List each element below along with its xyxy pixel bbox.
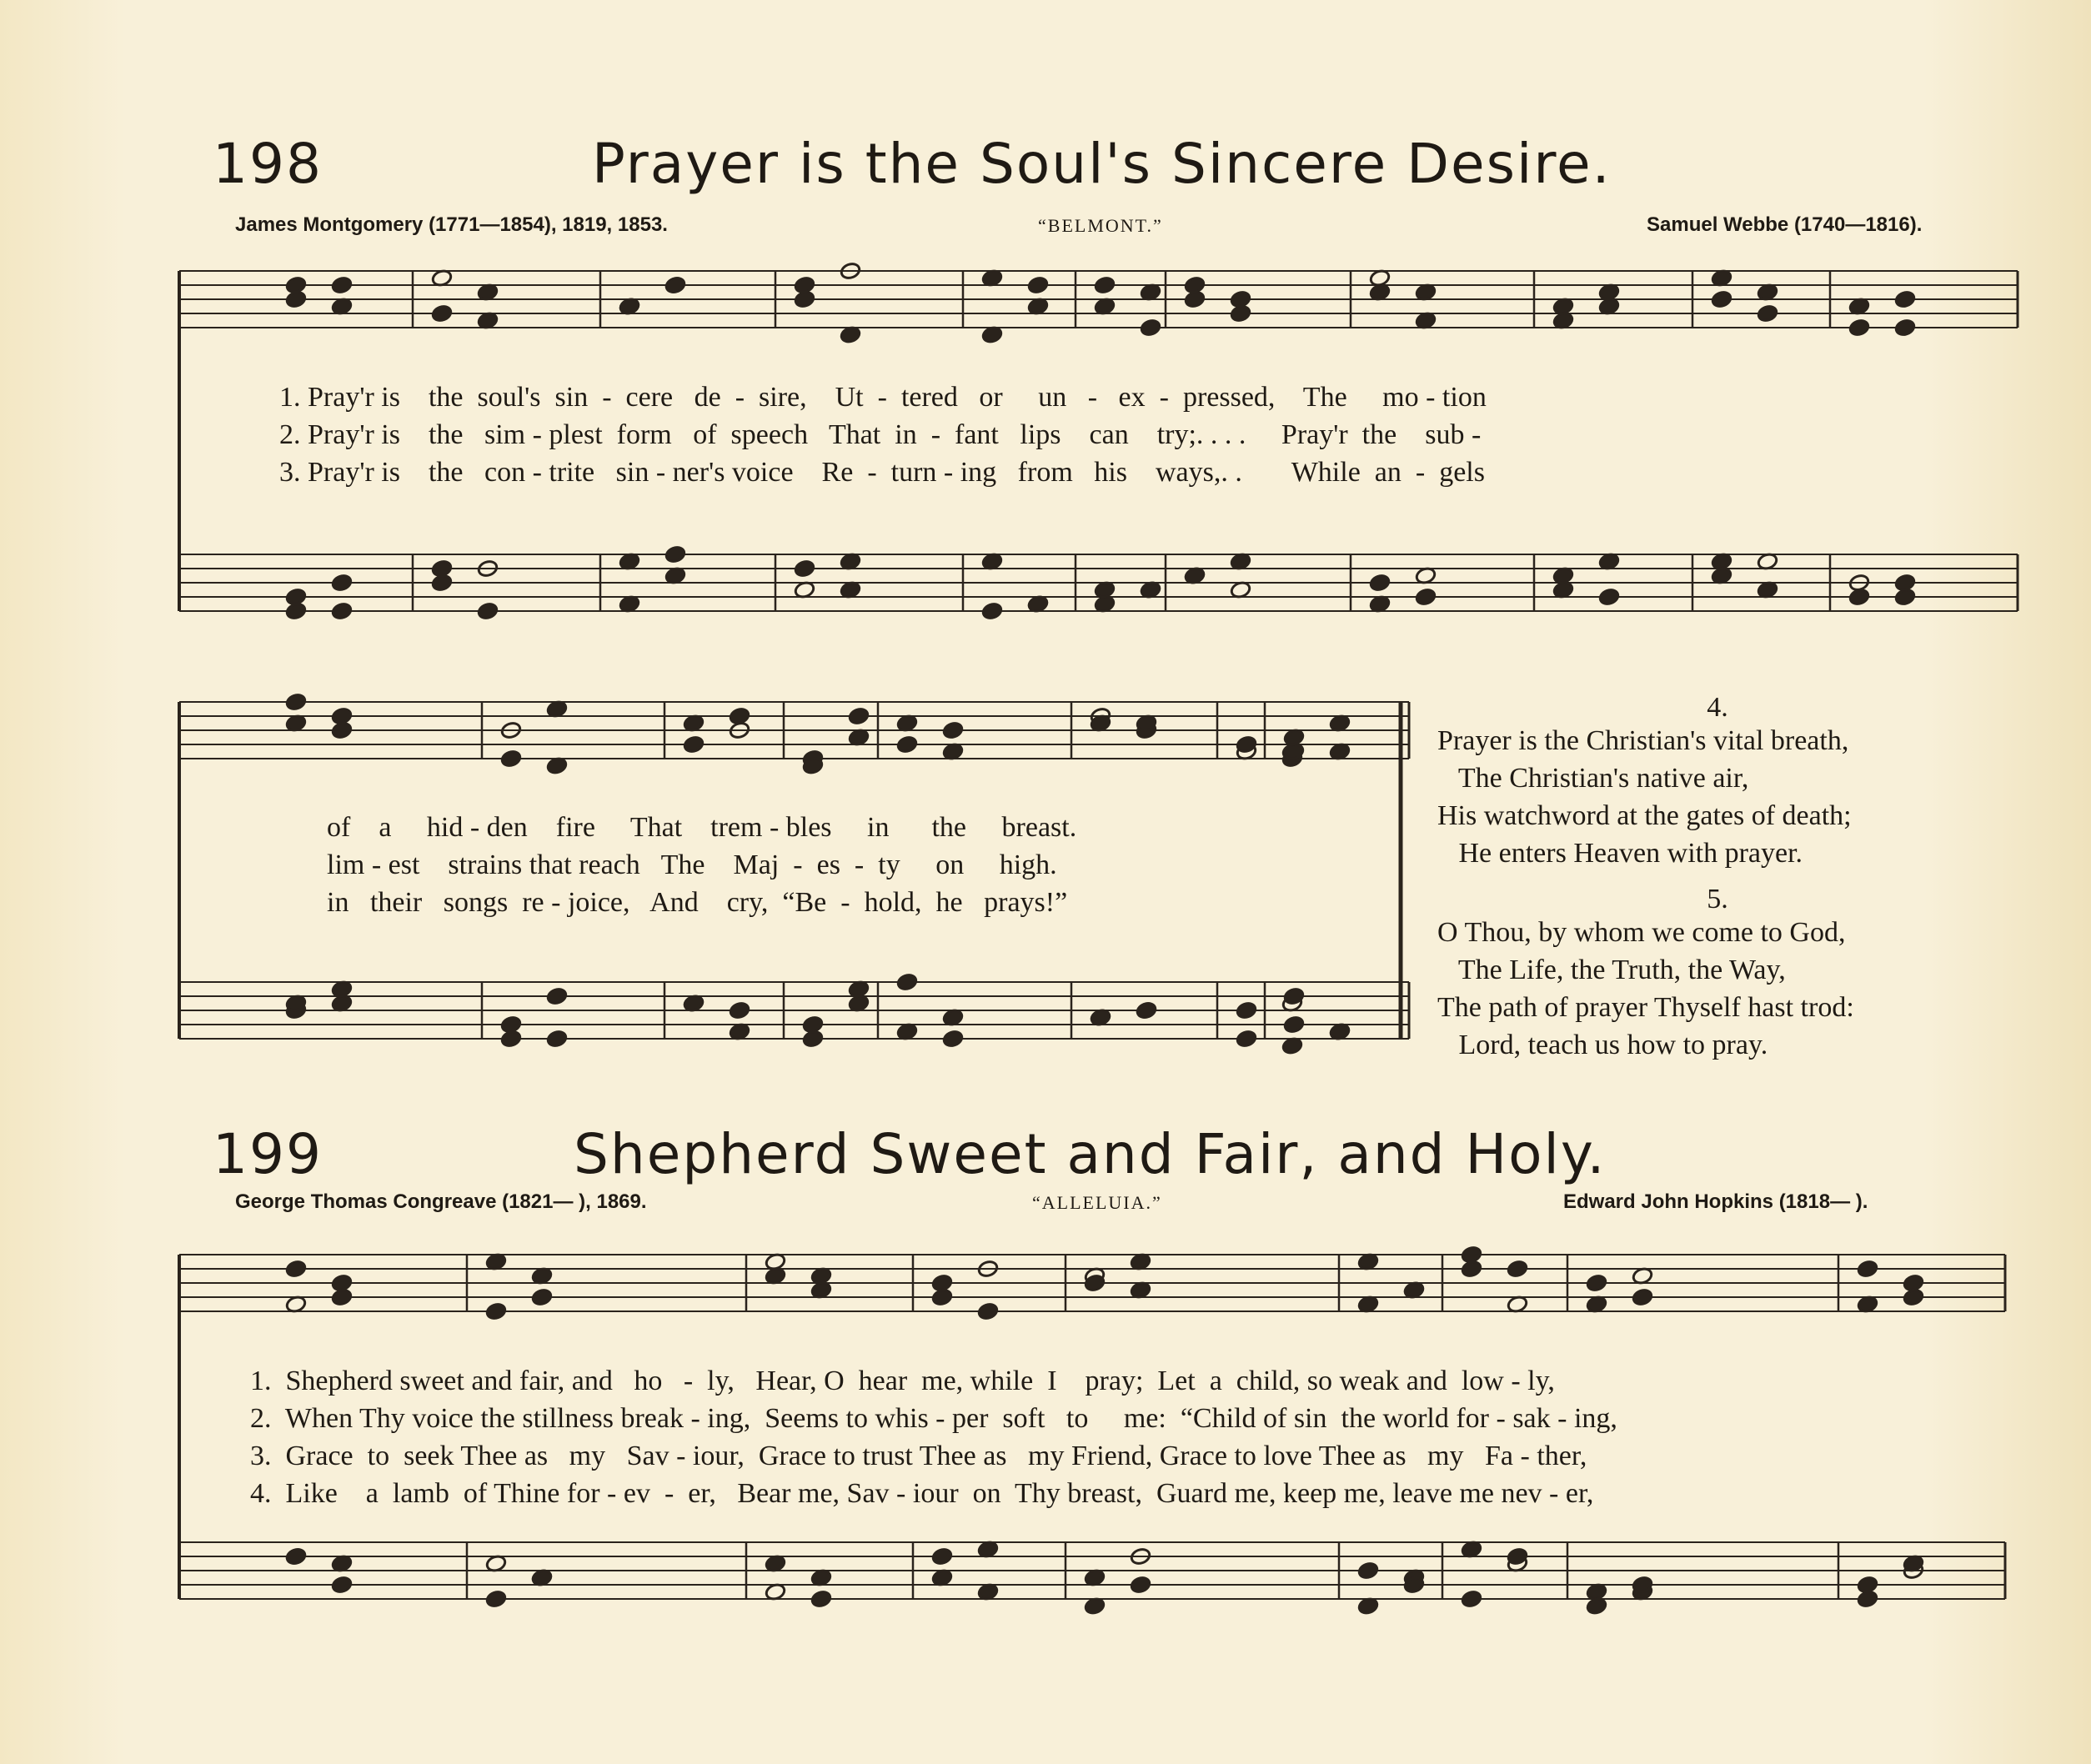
note-head (1848, 588, 1870, 607)
hymn-198-verse-cont-1: of a hid - den fire That trem - bles in the breast. (327, 812, 1077, 843)
note-head (977, 1302, 999, 1321)
note-head (1894, 290, 1916, 309)
note-head (1415, 588, 1437, 607)
hymn-198-verse-cont-2: lim - est strains that reach The Maj - es - ty on high. (327, 849, 1057, 880)
note-head (931, 1288, 953, 1307)
note-head (1848, 318, 1870, 338)
hymn-199-title: Shepherd Sweet and Fair, and Holy. (574, 1122, 1607, 1186)
note-head (485, 1302, 507, 1321)
hymn-198-verse-line-3: 3. Pray'r is the con - trite sin - ner's voice Re - turn - ing from his ways,. . While an - gels (279, 457, 1485, 488)
note-head (331, 602, 353, 621)
note-head (431, 304, 453, 323)
note-head (1894, 318, 1916, 338)
note-head (500, 749, 522, 769)
note-head (1369, 574, 1391, 593)
note-head (729, 1001, 750, 1020)
hymn-198-number: 198 (213, 132, 323, 196)
note-head (942, 721, 964, 740)
note-head (1894, 574, 1916, 593)
note-head (794, 276, 815, 295)
note-head (729, 707, 750, 726)
note-head (810, 1590, 832, 1609)
note-head (981, 602, 1003, 621)
note-head (1857, 1576, 1878, 1595)
note-head (500, 1030, 522, 1049)
note-head (546, 1030, 568, 1049)
note-head (285, 276, 307, 295)
note-head (477, 602, 499, 621)
note-head (331, 721, 353, 740)
note-head (1130, 1576, 1151, 1595)
note-head (1357, 1561, 1379, 1581)
hymn-198-tune: “BELMONT.” (1038, 215, 1163, 236)
note-head (896, 973, 918, 992)
note-head (683, 735, 705, 754)
stanza-5-line-3: The path of prayer Thyself hast trod: (1437, 992, 1854, 1023)
note-head (942, 1030, 964, 1049)
note-head (431, 574, 453, 593)
note-head (285, 1547, 307, 1566)
note-head (1598, 588, 1620, 607)
note-head (546, 987, 568, 1006)
hymn-199-number: 199 (213, 1122, 323, 1186)
hymn-199-author: George Thomas Congreave (1821— ), 1869. (235, 1190, 647, 1213)
stanza-5-line-2: The Life, the Truth, the Way, (1437, 955, 1786, 985)
stanza-5-line-4: Lord, teach us how to pray. (1437, 1030, 1768, 1060)
hymn-198-composer: Samuel Webbe (1740—1816). (1647, 213, 1923, 236)
note-head (1461, 1260, 1482, 1279)
note-head (848, 707, 870, 726)
note-head (1027, 276, 1049, 295)
stanza-4-line-3: His watchword at the gates of death; (1437, 800, 1852, 831)
stanza-4-line-1: Prayer is the Christian's vital breath, (1437, 725, 1849, 756)
note-head (531, 1288, 553, 1307)
note-head (1236, 1030, 1257, 1049)
note-head (331, 574, 353, 593)
note-head (1136, 1001, 1157, 1020)
hymn-198-verse-line-1: 1. Pray'r is the soul's sin - cere de - sire, Ut - tered or un - ex - pressed, The mo - tion (279, 382, 1487, 413)
note-head (1236, 1001, 1257, 1020)
note-head (1586, 1274, 1607, 1293)
note-head (794, 559, 815, 579)
hymn-199-tune: “ALLELUIA.” (1032, 1192, 1162, 1213)
note-head (1507, 1260, 1528, 1279)
note-head (285, 693, 307, 712)
note-head (1230, 290, 1251, 309)
note-head (896, 735, 918, 754)
note-head (664, 545, 686, 564)
hymn-198-verse-line-2: 2. Pray'r is the sim - plest form of speech That in - fant lips can try;. . . . Pray'r the sub - (279, 419, 1482, 450)
hymn-198-title: Prayer is the Soul's Sincere Desire. (592, 132, 1612, 196)
hymn-199-verse-line-3: 3. Grace to seek Thee as my Sav - iour, Grace to trust Thee as my Friend, Grace to love Thee as my Fa - ther, (250, 1441, 1587, 1471)
note-head (802, 1030, 824, 1049)
note-head (1857, 1260, 1878, 1279)
note-head (1711, 290, 1732, 309)
note-head (931, 1547, 953, 1566)
hymn-199-composer: Edward John Hopkins (1818— ). (1563, 1190, 1868, 1213)
note-head (1184, 276, 1206, 295)
stanza-5-line-1: O Thou, by whom we come to God, (1437, 917, 1846, 948)
note-head (664, 276, 686, 295)
stanza-4-number: 4. (1707, 692, 1728, 723)
hymn-199-verse-line-1: 1. Shepherd sweet and fair, and ho - ly, Hear, O hear me, while I pray; Let a child, so weak and low - ly, (250, 1366, 1555, 1396)
note-head (1461, 1590, 1482, 1609)
hymn-198-author: James Montgomery (1771—1854), 1819, 1853. (235, 213, 668, 236)
note-head (485, 1590, 507, 1609)
stanza-5-number: 5. (1707, 884, 1728, 915)
note-head (285, 1260, 307, 1279)
note-head (1283, 1015, 1305, 1035)
note-head (1757, 304, 1778, 323)
note-head (331, 1288, 353, 1307)
note-head (285, 602, 307, 621)
note-head (331, 276, 353, 295)
stanza-4-line-2: The Christian's native air, (1437, 763, 1749, 794)
note-head (1903, 1288, 1924, 1307)
hymn-199-verse-line-4: 4. Like a lamb of Thine for - ev - er, Bear me, Sav - iour on Thy breast, Guard me, keep me, leave me nev - er, (250, 1478, 1594, 1509)
note-head (331, 1576, 353, 1595)
stanza-4-line-4: He enters Heaven with prayer. (1437, 838, 1803, 869)
note-head (1140, 318, 1161, 338)
note-head (1094, 276, 1116, 295)
hymn-198-verse-cont-3: in their songs re - joice, And cry, “Be - hold, he prays!” (327, 887, 1068, 918)
note-head (1632, 1288, 1653, 1307)
hymn-199-verse-line-2: 2. When Thy voice the stillness break - ing, Seems to whis - per soft to me: “Child of sin the world for - sak - ing, (250, 1403, 1617, 1434)
